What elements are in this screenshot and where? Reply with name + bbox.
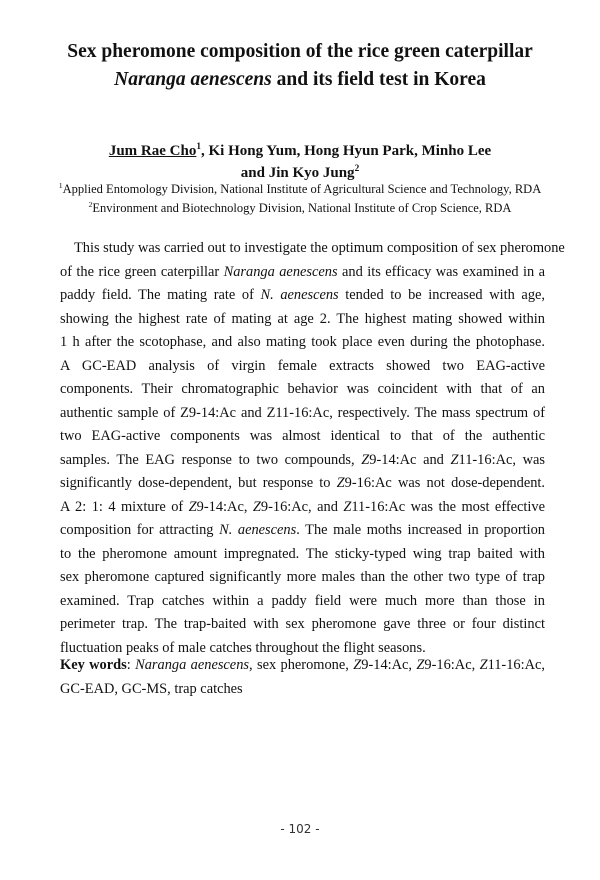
abstract-text: and its efficacy was examined in a <box>337 263 546 280</box>
first-author: Jum Rae Cho <box>108 143 197 159</box>
isomer-z: Z <box>336 475 345 491</box>
author-line-1-rest: , Ki Hong Yum, Hong Hyun Park, Minho Lee <box>200 143 492 159</box>
abstract-text: paddy field. The mating rate of <box>60 287 261 303</box>
page-number: - 102 - <box>280 822 320 836</box>
title-line-1: Sex pheromone composition of the rice green caterpillar <box>67 41 533 62</box>
abstract-line: authentic sample of Z9-14:Ac and Z11-16:Ac, respectively. The mass spectrum of <box>60 404 545 421</box>
last-author-affiliation-mark: 2 <box>354 164 360 174</box>
keyword-text: 9-16:Ac, <box>424 657 480 673</box>
abstract-text: significantly dose-dependent, but response to <box>60 475 337 491</box>
abstract-text: A 2: 1: 4 mixture of <box>60 498 189 515</box>
abstract-text: tended to be increased with age, <box>338 287 545 303</box>
abstract-line <box>60 261 545 285</box>
abstract-line: perimeter trap. The trap-baited with sex pheromone gave three or four distinct <box>60 616 545 632</box>
abstract-text: . The male moths increased in proportion <box>296 522 545 538</box>
species-name: N. aenescens <box>260 287 339 303</box>
abstract-line: two EAG-active components was almost identical to that of the authentic <box>60 428 545 444</box>
first-author-affiliation-mark: 1 <box>196 142 201 152</box>
keywords-line-1 <box>60 654 545 678</box>
abstract-line: 1 h after the scotophase, and also mating took place even during the photophase. <box>60 334 545 350</box>
affiliation-1 <box>40 180 560 199</box>
abstract-text: composition for attracting <box>60 522 220 538</box>
abstract-text: 9-14:Ac, <box>196 498 253 515</box>
affiliation-2-mark: 2 <box>88 199 93 209</box>
abstract-text: 11-16:Ac was the most effective <box>351 498 545 515</box>
abstract-text: of the rice green caterpillar <box>60 263 224 280</box>
species-name: N. aenescens <box>219 522 297 538</box>
keywords-label: Key words <box>60 657 127 673</box>
species-name: Naranga aenescens <box>223 263 338 280</box>
abstract-text: 11-16:Ac, was <box>458 451 545 468</box>
affiliation-2 <box>40 199 560 218</box>
affiliation-1-mark: 1 <box>58 180 63 190</box>
isomer-z: Z <box>343 498 352 515</box>
affiliation-2-text: Environment and Biotechnology Division, National Institute of Crop Science, RDA <box>92 201 512 215</box>
abstract-line: A GC-EAD analysis of virgin female extracts showed two EAG-active <box>60 357 545 374</box>
abstract-text: 9-14:Ac and <box>369 451 451 468</box>
keyword-species: Naranga aenescens <box>135 657 249 673</box>
isomer-z: Z <box>416 657 425 673</box>
isomer-z: Z <box>450 451 459 468</box>
keyword-text: 11-16:Ac, <box>487 657 545 673</box>
title-line-2 <box>40 66 560 94</box>
abstract-line: to the pheromone amount impregnated. The sticky-typed wing trap baited with <box>60 545 545 562</box>
isomer-z: Z <box>479 657 488 673</box>
keywords <box>60 654 545 701</box>
isomer-z: Z <box>188 498 197 515</box>
abstract-text: 9-16:Ac, and <box>260 498 344 515</box>
isomer-z: Z <box>353 657 362 673</box>
keyword-text: , sex pheromone, <box>249 657 354 673</box>
abstract-line <box>60 496 545 520</box>
title-species-name: Naranga aenescens <box>114 69 272 90</box>
abstract-line: showing the highest rate of mating at age 2. The highest mating showed within <box>60 310 545 327</box>
paper-title <box>40 38 560 94</box>
abstract-line: examined. Trap catches within a paddy field were much more than those in <box>60 592 545 609</box>
abstract-text: samples. The EAG response to two compounds, <box>60 451 362 468</box>
abstract-line <box>60 284 545 308</box>
last-author: and Jin Kyo Jung <box>240 165 355 181</box>
keywords-line-2: GC-EAD, GC-MS, trap catches <box>60 680 243 697</box>
abstract-line <box>60 519 545 543</box>
abstract-line: This study was carried out to investigate the optimum composition of sex pheromone <box>74 240 565 256</box>
abstract-line: components. Their chromatographic behavior was coincident with that of an <box>60 381 545 397</box>
author-line-1 <box>40 140 560 162</box>
keyword-text: 9-14:Ac, <box>361 657 417 673</box>
abstract-body <box>60 237 565 660</box>
isomer-z: Z <box>361 451 370 468</box>
affiliation-1-text: Applied Entomology Division, National Institute of Agricultural Science and Technology, RDA <box>62 182 542 196</box>
abstract-line: sex pheromone captured significantly more males than the other two type of trap <box>60 569 545 585</box>
author-list <box>40 140 560 184</box>
abstract-line: fluctuation peaks of male catches throughout the flight seasons. <box>60 639 426 656</box>
isomer-z: Z <box>252 498 261 515</box>
abstract-line <box>60 449 545 473</box>
abstract-text: 9-16:Ac was not dose-dependent. <box>344 475 545 491</box>
title-line-2-rest: and its field test in Korea <box>271 69 486 90</box>
keywords-separator: : <box>126 657 136 673</box>
affiliations <box>40 180 560 218</box>
abstract-line <box>60 472 545 496</box>
